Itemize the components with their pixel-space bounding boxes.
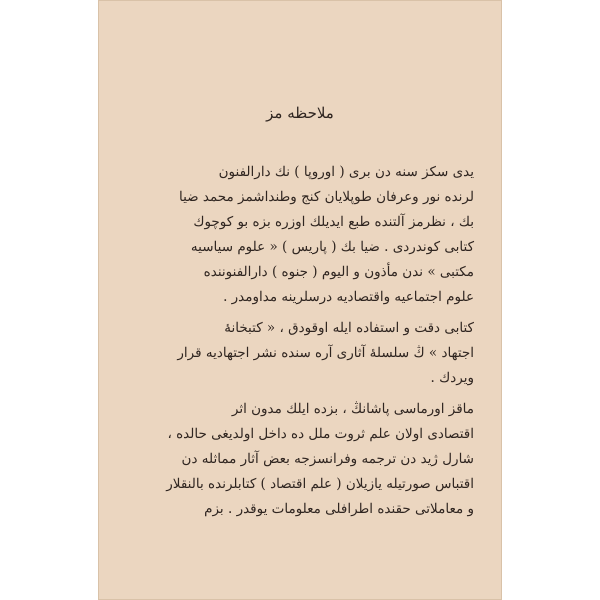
text-line: اقتصادى اولان علم ثروت ملل ده داخل اولديغى حالده ،: [167, 426, 474, 442]
text-line: علوم اجتماعيه واقتصاديه درسلرينه مداومدر .: [223, 289, 474, 305]
book-page: [98, 0, 502, 600]
page-title: ملاحظه مز: [266, 104, 334, 122]
paragraph-3: [128, 397, 474, 522]
paragraph-1: [128, 160, 474, 310]
text-line: لرنده نور وعرفان طوپلايان كنج وطنداشمز محمد ضيا: [178, 189, 474, 205]
text-line: ويردك .: [430, 370, 474, 386]
text-line: اجتهاد » ڭ سلسلهٔ آثارى آره سنده نشر اجتهاديه قرار: [177, 345, 474, 361]
text-line: بك ، نظرمز آلتنده طبع ايديلك اوزره بزه بو كوچوك: [193, 214, 474, 230]
text-line: و معاملاتى حقنده اطرافلى معلومات يوقدر . بزم: [204, 501, 474, 517]
text-line: كتابى دقت و استفاده ايله اوقودق ، « كتبخانۀ: [224, 320, 474, 336]
text-line: كتابى كوندردى . ضيا بك ( پاريس ) « علوم سياسيه: [190, 239, 474, 255]
text-line: اقتباس صورتيله يازيلان ( علم اقتصاد ) كتابلرنده بالنقلار: [166, 476, 474, 492]
text-line: يدى سكز سنه دن برى ( اوروپا ) نك دارالفنون: [218, 164, 474, 180]
page-body: [128, 160, 474, 528]
text-line: ماقز اورماسى پاشانڭ ، بزده ايلك مدون اثر: [231, 401, 474, 417]
paragraph-2: [128, 316, 474, 391]
text-line: شارل ژيد دن ترجمه وفرانسزجه بعض آثار مماثله دن: [181, 451, 474, 467]
text-line: مكتبى » ندن مأذون و اليوم ( جنوه ) دارالفنوننده: [203, 264, 474, 280]
